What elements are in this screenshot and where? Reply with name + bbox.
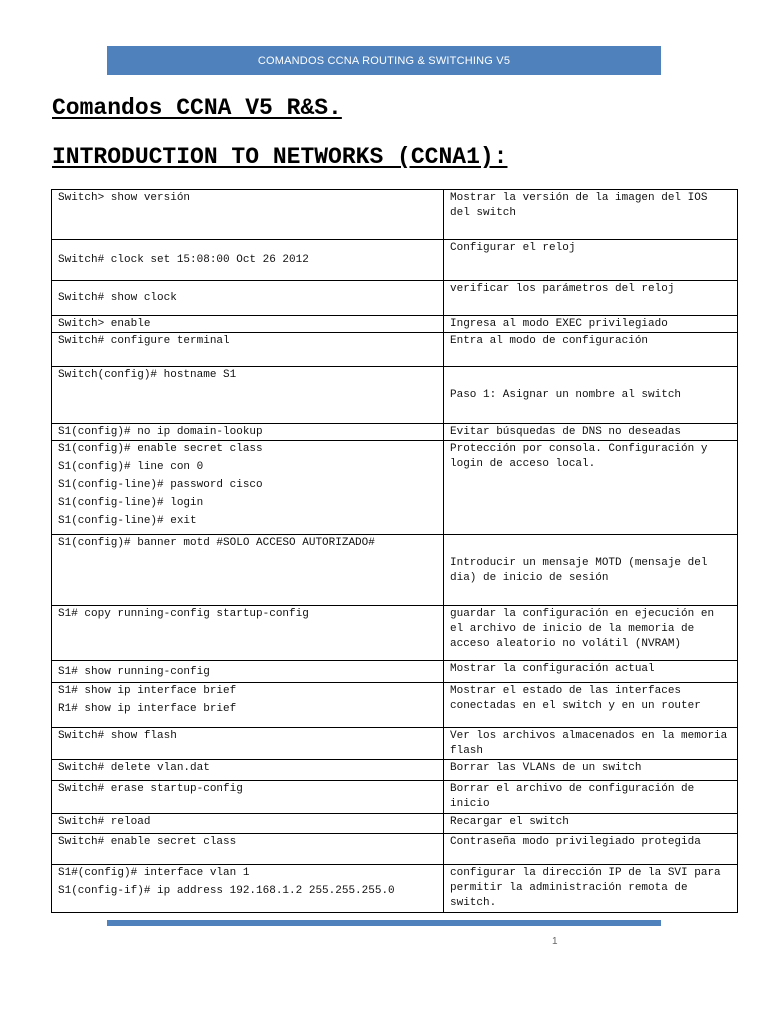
command-cell	[52, 424, 444, 441]
description-cell: Entra al modo de configuración	[444, 333, 738, 367]
header-title: COMANDOS CCNA ROUTING & SWITCHING V5	[257, 54, 511, 67]
table-row	[52, 814, 738, 834]
command-line: S1(config)# banner motd #SOLO ACCESO AUTORIZADO#	[58, 537, 375, 549]
command-line: S1# copy running-config startup-config	[58, 608, 309, 620]
command-line: Switch# show flash	[58, 730, 177, 742]
table-row	[52, 760, 738, 781]
table-row	[52, 281, 738, 316]
command-cell	[52, 240, 444, 281]
table-row	[52, 424, 738, 441]
table-row	[52, 661, 738, 683]
document-footer-bar	[107, 920, 661, 926]
command-cell	[52, 333, 444, 367]
description-cell: Ver los archivos almacenados en la memoria flash	[444, 728, 738, 760]
table-row	[52, 728, 738, 760]
description-cell: Mostrar la versión de la imagen del IOS del switch	[444, 190, 738, 240]
command-line: Switch# configure terminal	[58, 335, 230, 347]
command-line: Switch# reload	[58, 816, 151, 828]
commands-table-body	[52, 190, 738, 913]
command-cell	[52, 606, 444, 661]
command-cell	[52, 728, 444, 760]
command-line: Switch# enable secret class	[58, 836, 237, 848]
command-cell	[52, 865, 444, 913]
table-row	[52, 781, 738, 814]
description-cell: Introducir un mensaje MOTD (mensaje del dia) de inicio de sesión	[444, 535, 738, 606]
command-line: R1# show ip interface brief	[58, 703, 237, 715]
description-cell: verificar los parámetros del reloj	[444, 281, 738, 316]
description-cell: Borrar el archivo de configuración de inicio	[444, 781, 738, 814]
description-cell: Mostrar la configuración actual	[444, 661, 738, 683]
page-number: 1	[552, 936, 558, 947]
description-cell: configurar la dirección IP de la SVI para permitir la administración remota de switch.	[444, 865, 738, 913]
command-line: Switch# clock set 15:08:00 Oct 26 2012	[58, 254, 309, 266]
table-row	[52, 441, 738, 535]
command-line: S1# show running-config	[58, 665, 210, 678]
table-row	[52, 190, 738, 240]
description-cell: Ingresa al modo EXEC privilegiado	[444, 316, 738, 333]
command-cell	[52, 781, 444, 814]
command-cell	[52, 535, 444, 606]
description-cell: Recargar el switch	[444, 814, 738, 834]
command-line: S1(config-if)# ip address 192.168.1.2 255.255.255.0	[58, 885, 395, 897]
command-cell	[52, 190, 444, 240]
table-row	[52, 316, 738, 333]
table-row	[52, 865, 738, 913]
command-cell	[52, 367, 444, 424]
command-cell	[52, 441, 444, 535]
command-cell	[52, 814, 444, 834]
command-line: Switch(config)# hostname S1	[58, 369, 237, 381]
table-row	[52, 606, 738, 661]
command-cell	[52, 316, 444, 333]
command-cell	[52, 281, 444, 316]
document-title: Comandos CCNA V5 R&S.	[52, 95, 342, 121]
command-cell	[52, 834, 444, 865]
command-line: S1# show ip interface brief	[58, 685, 237, 697]
command-line: S1(config-line)# login	[58, 497, 204, 509]
section-title: INTRODUCTION TO NETWORKS (CCNA1):	[52, 144, 508, 170]
table-row	[52, 240, 738, 281]
command-line: Switch> enable	[58, 318, 151, 330]
command-line: S1(config)# enable secret class	[58, 443, 263, 455]
command-cell	[52, 760, 444, 781]
table-row	[52, 333, 738, 367]
description-cell: guardar la configuración en ejecución en el archivo de inicio de la memoria de acceso aleatorio no volátil (NVRAM)	[444, 606, 738, 661]
command-line: S1(config-line)# password cisco	[58, 479, 263, 491]
command-line: S1(config-line)# exit	[58, 515, 197, 527]
table-row	[52, 367, 738, 424]
description-cell: Evitar búsquedas de DNS no deseadas	[444, 424, 738, 441]
table-row	[52, 535, 738, 606]
description-cell: Mostrar el estado de las interfaces conectadas en el switch y en un router	[444, 683, 738, 728]
command-line: S1(config)# line con 0	[58, 461, 204, 473]
description-cell: Protección por consola. Configuración y login de acceso local.	[444, 441, 738, 535]
command-line: S1(config)# no ip domain-lookup	[58, 426, 263, 438]
description-cell: Contraseña modo privilegiado protegida	[444, 834, 738, 865]
command-cell	[52, 683, 444, 728]
command-line: S1#(config)# interface vlan 1	[58, 867, 250, 879]
command-line: Switch# delete vlan.dat	[58, 762, 210, 774]
commands-table	[51, 189, 738, 913]
command-line: Switch# erase startup-config	[58, 783, 243, 795]
command-line: Switch# show clock	[58, 292, 177, 304]
description-cell: Borrar las VLANs de un switch	[444, 760, 738, 781]
table-row	[52, 683, 738, 728]
document-header-bar	[107, 46, 661, 75]
command-cell	[52, 661, 444, 683]
description-cell: Paso 1: Asignar un nombre al switch	[444, 367, 738, 424]
table-row	[52, 834, 738, 865]
description-cell: Configurar el reloj	[444, 240, 738, 281]
command-line: Switch> show versión	[58, 192, 191, 204]
